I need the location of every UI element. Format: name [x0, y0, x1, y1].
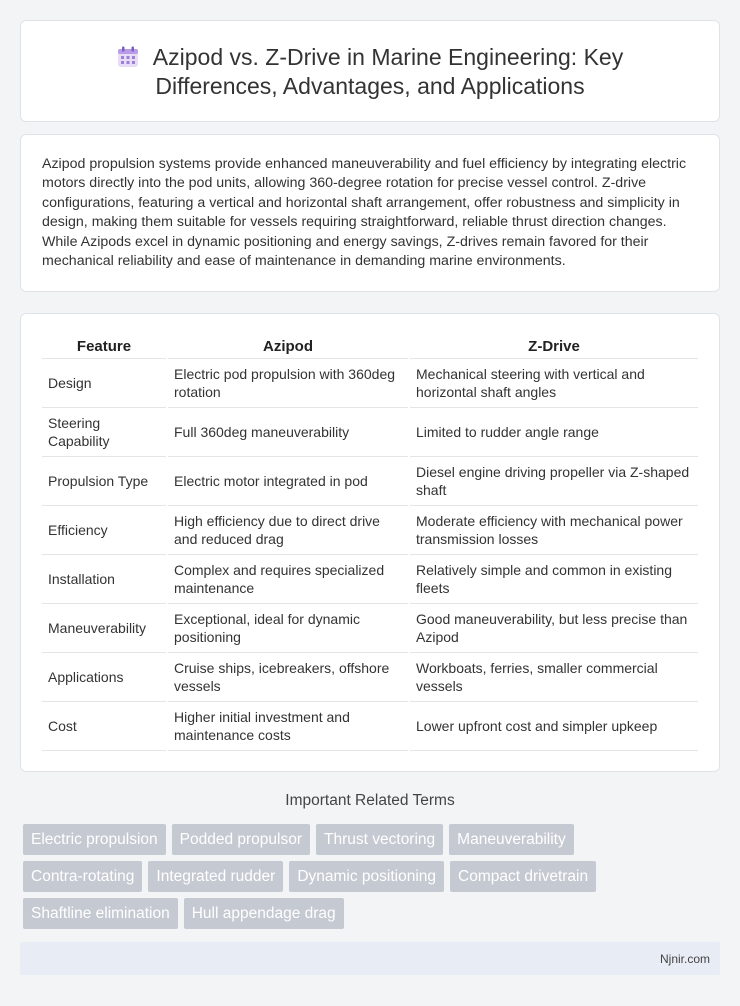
term-tag[interactable]: Compact drivetrain — [450, 861, 596, 892]
term-tag[interactable]: Shaftline elimination — [23, 898, 178, 929]
related-terms-heading: Important Related Terms — [285, 792, 455, 809]
z-drive-cell: Limited to rudder angle range — [409, 407, 698, 456]
feature-cell: Propulsion Type — [42, 456, 167, 505]
calendar-icon — [117, 46, 139, 68]
azipod-cell: Complex and requires specialized maintenance — [167, 554, 409, 603]
footer — [20, 942, 720, 975]
z-drive-cell: Moderate efficiency with mechanical power transmission losses — [409, 505, 698, 554]
table-row — [42, 407, 698, 456]
term-row — [23, 861, 723, 892]
feature-cell: Applications — [42, 652, 167, 701]
table-row — [42, 554, 698, 603]
table-header-row — [42, 334, 698, 358]
feature-cell: Cost — [42, 701, 167, 750]
z-drive-cell: Mechanical steering with vertical and horizontal shaft angles — [409, 358, 698, 407]
comparison-card — [20, 313, 720, 772]
table-row — [42, 652, 698, 701]
table-row — [42, 603, 698, 652]
table-row — [42, 505, 698, 554]
term-tag[interactable]: Integrated rudder — [148, 861, 283, 892]
azipod-cell: Electric motor integrated in pod — [167, 456, 409, 505]
azipod-cell: Exceptional, ideal for dynamic positioning — [167, 603, 409, 652]
z-drive-cell: Good maneuverability, but less precise than Azipod — [409, 603, 698, 652]
title-card — [20, 20, 720, 122]
term-tag[interactable]: Podded propulsor — [172, 824, 310, 855]
feature-cell: Steering Capability — [42, 407, 167, 456]
term-tag[interactable]: Maneuverability — [449, 824, 574, 855]
azipod-cell: Full 360deg maneuverability — [167, 407, 409, 456]
comparison-table — [42, 334, 698, 751]
term-row — [23, 824, 723, 855]
azipod-cell: Electric pod propulsion with 360deg rotation — [167, 358, 409, 407]
term-row — [23, 898, 723, 929]
page-title — [21, 43, 719, 101]
related-terms-list — [23, 824, 723, 935]
azipod-cell: High efficiency due to direct drive and reduced drag — [167, 505, 409, 554]
feature-cell: Installation — [42, 554, 167, 603]
z-drive-cell: Workboats, ferries, smaller commercial vessels — [409, 652, 698, 701]
table-row — [42, 358, 698, 407]
feature-cell: Design — [42, 358, 167, 407]
feature-cell: Efficiency — [42, 505, 167, 554]
z-drive-cell: Lower upfront cost and simpler upkeep — [409, 701, 698, 750]
azipod-cell: Higher initial investment and maintenance costs — [167, 701, 409, 750]
z-drive-cell: Relatively simple and common in existing fleets — [409, 554, 698, 603]
header-azipod: Azipod — [167, 334, 409, 358]
term-tag[interactable]: Thrust vectoring — [316, 824, 443, 855]
intro-card — [20, 134, 720, 292]
header-feature: Feature — [42, 334, 167, 358]
table-row — [42, 456, 698, 505]
term-tag[interactable]: Contra-rotating — [23, 861, 142, 892]
footer-site-link[interactable]: Njnir.com — [659, 952, 710, 966]
z-drive-cell: Diesel engine driving propeller via Z-shaped shaft — [409, 456, 698, 505]
page-title-text: Azipod vs. Z-Drive in Marine Engineering: Key Differences, Advantages, and Applications — [152, 44, 624, 99]
table-row — [42, 701, 698, 750]
term-tag[interactable]: Hull appendage drag — [184, 898, 344, 929]
term-tag[interactable]: Dynamic positioning — [289, 861, 444, 892]
header-z-drive: Z-Drive — [409, 334, 698, 358]
feature-cell: Maneuverability — [42, 603, 167, 652]
intro-paragraph: Azipod propulsion systems provide enhanced maneuverability and fuel efficiency by integrating electric motors directly into the pod units, allowing 360-degree rotation for precise vessel control. Z-drive configurations, featuring a vertical and horizontal shaft arrangement, offer robustness and simplicity in design, making them suitable for vessels requiring straightforward, reliable thrust direction changes. While Azipods excel in dynamic positioning and energy savings, Z-drives remain favored for their mechanical reliability and ease of maintenance in demanding marine environments. — [42, 156, 687, 270]
azipod-cell: Cruise ships, icebreakers, offshore vessels — [167, 652, 409, 701]
term-tag[interactable]: Electric propulsion — [23, 824, 166, 855]
